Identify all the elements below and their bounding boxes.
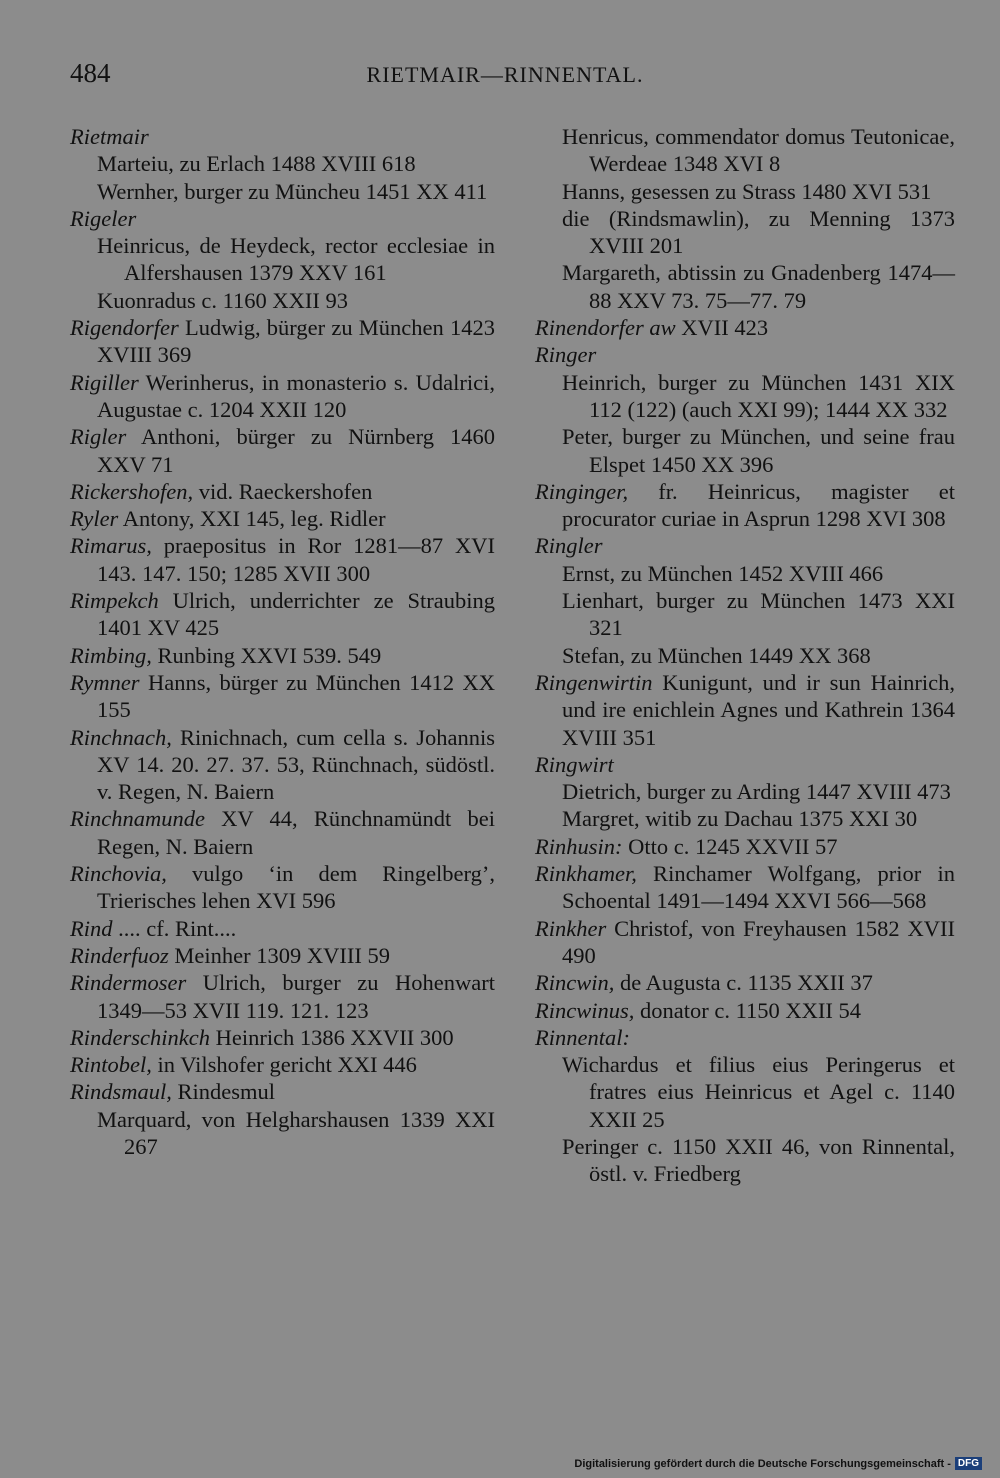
entry-lemma: Rintobel, bbox=[70, 1052, 152, 1078]
index-entry bbox=[70, 123, 495, 150]
entry-lemma: Rietmair bbox=[70, 124, 149, 149]
entry-text: Heinrich 1386 XXVII 300 bbox=[209, 1024, 454, 1050]
index-entry bbox=[70, 805, 495, 860]
entry-text: Dietrich, burger zu Arding 1447 XVIII 473 bbox=[562, 779, 951, 805]
entry-text: Wernher, burger zu Müncheu 1451 XX 411 bbox=[97, 178, 488, 204]
index-entry bbox=[70, 1106, 495, 1161]
entry-text: Rindesmul bbox=[171, 1079, 276, 1105]
entry-text: Ulrich, burger zu Hohenwart 1349—53 XVII 119. 121. 123 bbox=[97, 970, 495, 1023]
entry-text: Antony, XXI 145, leg. Ridler bbox=[118, 506, 386, 532]
index-entry bbox=[70, 1078, 495, 1105]
entry-text: vid. Raeckershofen bbox=[193, 478, 373, 504]
entry-text: Rinichnach, cum cella s. Johannis XV 14. 20. 27. 37. 53, Rünchnach, südöstl. v. Regen, N. Baiern bbox=[97, 724, 495, 805]
right-column bbox=[535, 123, 955, 1188]
entry-lemma: Ringler bbox=[535, 533, 603, 559]
entry-lemma: Rinchovia, bbox=[70, 861, 167, 887]
entry-text: Henricus, commendator domus Teutonicae, Werdeae 1348 XVI 8 bbox=[562, 124, 955, 177]
index-entry bbox=[535, 423, 955, 478]
entry-lemma: Rincwin, bbox=[535, 970, 615, 996]
index-entry bbox=[70, 642, 495, 669]
entry-text: praepositus in Ror 1281—87 XVI 143. 147. 150; 1285 XVII 300 bbox=[97, 533, 495, 586]
entry-text: donator c. 1150 XXII 54 bbox=[634, 997, 861, 1023]
entry-text: in Vilshofer gericht XXI 446 bbox=[151, 1052, 417, 1078]
entry-text: Peter, burger zu München, und seine frau Elspet 1450 XX 396 bbox=[562, 424, 955, 477]
entry-text: XVII 423 bbox=[675, 315, 769, 341]
entry-text: Lienhart, burger zu München 1473 XXI 321 bbox=[562, 588, 955, 641]
index-entry bbox=[535, 123, 955, 178]
entry-text: Marquard, von Helgharshausen 1339 XXI 267 bbox=[97, 1106, 495, 1159]
entry-text: Peringer c. 1150 XXII 46, von Rinnental, östl. v. Friedberg bbox=[562, 1133, 955, 1187]
entry-lemma: Rinchnamunde bbox=[70, 806, 205, 832]
entry-lemma: Rindermoser bbox=[70, 970, 187, 996]
index-entry bbox=[70, 150, 495, 177]
entry-lemma: Rymner bbox=[70, 669, 140, 695]
index-entry bbox=[70, 587, 495, 642]
entry-text: Kunigunt, und ir sun Hainrich, und ire enichlein Agnes und Kathrein 1364 XVIII 351 bbox=[562, 669, 955, 750]
running-head: RIETMAIR—RINNENTAL. bbox=[366, 62, 644, 87]
index-entry bbox=[535, 778, 955, 805]
index-entry bbox=[70, 860, 495, 915]
index-entry bbox=[535, 560, 955, 587]
index-entry bbox=[535, 969, 955, 996]
index-entry bbox=[535, 532, 955, 559]
entry-text: Margret, witib zu Dachau 1375 XXI 30 bbox=[562, 806, 918, 832]
entry-text: Margareth, abtissin zu Gnadenberg 1474—88 XXV 73. 75—77. 79 bbox=[562, 260, 955, 313]
index-entry bbox=[70, 314, 495, 369]
index-entry bbox=[70, 915, 495, 942]
entry-text: Ernst, zu München 1452 XVIII 466 bbox=[562, 560, 884, 586]
entry-text: fr. Heinricus, magister et procurator curiae in Asprun 1298 XVI 308 bbox=[562, 478, 955, 532]
index-entry bbox=[535, 369, 955, 424]
footer-credit bbox=[574, 1457, 982, 1470]
index-entry bbox=[535, 669, 955, 751]
entry-lemma: Ringer bbox=[535, 342, 597, 368]
index-entry bbox=[535, 314, 955, 341]
entry-lemma: Rigler bbox=[70, 424, 127, 450]
entry-text: Ludwig, bürger zu München 1423 XVIII 369 bbox=[97, 315, 495, 368]
entry-lemma: Rind bbox=[70, 915, 113, 941]
index-entry bbox=[535, 1051, 955, 1133]
entry-text: Ulrich, underrichter ze Straubing 1401 XV 425 bbox=[97, 588, 495, 641]
index-entry bbox=[535, 642, 955, 669]
entry-lemma: Rindsmaul, bbox=[70, 1079, 172, 1105]
index-entry bbox=[70, 1051, 495, 1078]
entry-text: Hanns, gesessen zu Strass 1480 XVI 531 bbox=[562, 178, 932, 204]
index-entry bbox=[535, 205, 955, 260]
index-entry bbox=[535, 341, 955, 368]
entry-text: Heinrich, burger zu München 1431 XIX 112 (122) (auch XXI 99); 1444 XX 332 bbox=[562, 369, 955, 422]
entry-text: Heinricus, de Heydeck, rector ecclesiae in Alfershausen 1379 XXV 161 bbox=[97, 233, 495, 286]
index-entry bbox=[535, 833, 955, 860]
index-entry bbox=[535, 805, 955, 832]
entry-text: Hanns, bürger zu München 1412 XX 155 bbox=[97, 669, 495, 723]
entry-text: .... cf. Rint.... bbox=[112, 915, 237, 941]
entry-lemma: Rinendorfer aw bbox=[535, 315, 676, 341]
index-entry bbox=[70, 287, 495, 314]
entry-text: die (Rindsmawlin), zu Menning 1373 XVIII 201 bbox=[562, 205, 955, 259]
index-entry bbox=[70, 478, 495, 505]
entry-lemma: Rinkher bbox=[535, 915, 607, 941]
index-entry bbox=[70, 369, 495, 424]
entry-text: Wichardus et filius eius Peringerus et fratres eius Heinricus et Agel c. 1140 XXII 25 bbox=[562, 1052, 955, 1132]
index-entry bbox=[535, 915, 955, 970]
entry-text: Christof, von Freyhausen 1582 XVII 490 bbox=[562, 915, 955, 968]
entry-lemma: Ryler bbox=[70, 506, 119, 532]
entry-text: Meinher 1309 XVIII 59 bbox=[168, 942, 390, 968]
index-entry bbox=[535, 478, 955, 533]
index-entry bbox=[70, 232, 495, 287]
index-entry bbox=[70, 1024, 495, 1051]
entry-text: Otto c. 1245 XXVII 57 bbox=[622, 833, 838, 859]
entry-text: de Augusta c. 1135 XXII 37 bbox=[614, 970, 873, 996]
footer-credit-text: Digitalisierung gefördert durch die Deutsche Forschungsgemeinschaft - bbox=[574, 1457, 951, 1470]
entry-text: Rinchamer Wolfgang, prior in Schoental 1491—1494 XXVI 566—568 bbox=[562, 861, 955, 914]
page-number: 484 bbox=[70, 58, 111, 88]
entry-lemma: Rimbing, bbox=[70, 642, 152, 668]
index-entry bbox=[70, 724, 495, 806]
entry-lemma: Rimpekch bbox=[70, 588, 159, 614]
index-entry bbox=[70, 205, 495, 232]
entry-lemma: Rinderfuoz bbox=[70, 942, 169, 968]
entry-text: Werinherus, in monasterio s. Udalrici, Augustae c. 1204 XXII 120 bbox=[97, 369, 495, 422]
dfg-logo: DFG bbox=[955, 1457, 982, 1470]
entry-lemma: Rinkhamer, bbox=[535, 861, 637, 887]
entry-text: Anthoni, bürger zu Nürnberg 1460 XXV 71 bbox=[97, 424, 495, 477]
index-entry bbox=[535, 751, 955, 778]
index-entry bbox=[535, 178, 955, 205]
entry-text: Kuonradus c. 1160 XXII 93 bbox=[97, 287, 348, 313]
index-entry bbox=[535, 997, 955, 1024]
entry-lemma: Rinchnach, bbox=[70, 724, 172, 750]
entry-lemma: Ringwirt bbox=[535, 751, 614, 777]
entry-lemma: Rickershofen, bbox=[70, 478, 194, 504]
index-entry bbox=[70, 178, 495, 205]
left-column bbox=[70, 123, 495, 1160]
entry-lemma: Rinnental: bbox=[535, 1024, 630, 1050]
entry-lemma: Rimarus, bbox=[70, 533, 152, 559]
entry-lemma: Rigendorfer bbox=[70, 315, 179, 341]
entry-lemma: Rincwinus, bbox=[535, 997, 635, 1023]
entry-text: Runbing XXVI 539. 549 bbox=[151, 642, 382, 668]
index-entry bbox=[535, 1133, 955, 1188]
entry-lemma: Rigeler bbox=[70, 205, 137, 231]
index-entry bbox=[70, 532, 495, 587]
entry-text: Stefan, zu München 1449 XX 368 bbox=[562, 642, 871, 668]
entry-text: Marteiu, zu Erlach 1488 XVIII 618 bbox=[97, 151, 416, 177]
index-entry bbox=[70, 942, 495, 969]
entry-lemma: Ringenwirtin bbox=[535, 669, 653, 695]
entry-lemma: Ringinger, bbox=[535, 478, 629, 504]
entry-lemma: Rinhusin: bbox=[535, 833, 623, 859]
index-entry bbox=[535, 259, 955, 314]
entry-text: vulgo ‘in dem Ringelberg’, Trierisches lehen XVI 596 bbox=[97, 861, 495, 914]
entry-text: XV 44, Rünchnamündt bei Regen, N. Baiern bbox=[97, 806, 495, 859]
index-entry bbox=[70, 969, 495, 1024]
index-entry bbox=[70, 423, 495, 478]
index-entry bbox=[70, 669, 495, 724]
index-entry bbox=[535, 1024, 955, 1051]
page-header bbox=[70, 58, 940, 98]
index-entry bbox=[535, 860, 955, 915]
entry-lemma: Rigiller bbox=[70, 369, 139, 395]
entry-lemma: Rinderschinkch bbox=[70, 1024, 210, 1050]
index-entry bbox=[70, 505, 495, 532]
index-entry bbox=[535, 587, 955, 642]
